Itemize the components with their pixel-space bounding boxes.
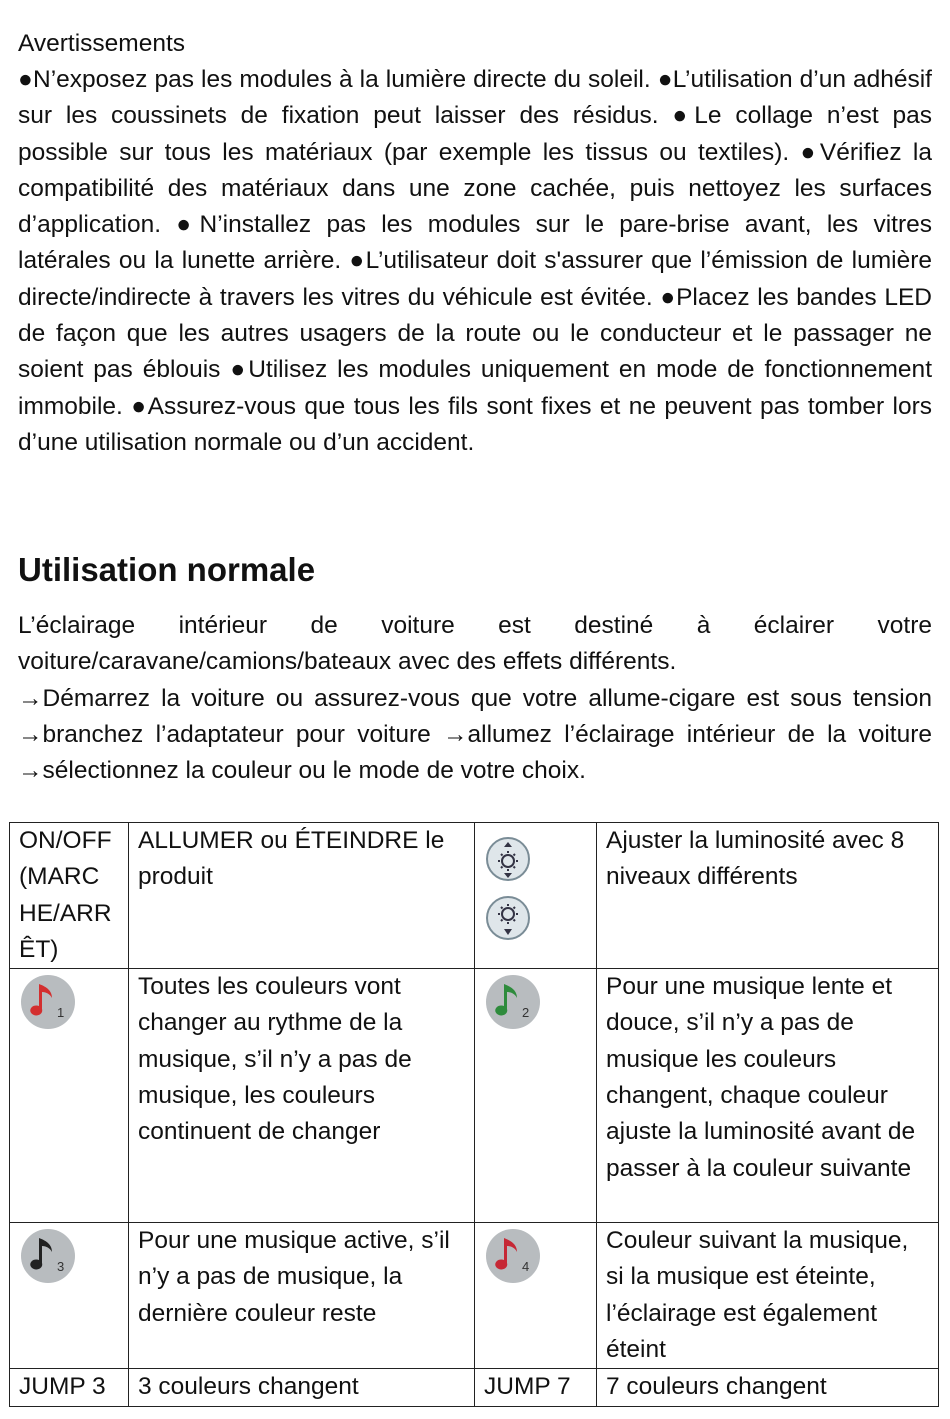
music-mode-2-icon bbox=[484, 973, 542, 1031]
section-heading: Utilisation normale bbox=[18, 551, 316, 588]
table-cell-description: Pour une musique active, s’il n’y a pas de musique, la dernière couleur reste bbox=[129, 1223, 475, 1369]
warnings-title: Avertissements bbox=[18, 30, 186, 57]
music-mode-3-icon bbox=[19, 1227, 77, 1285]
table-cell-description: Toutes les couleurs vont changer au rythme de la musique, s’il n’y a pas de musique, les couleurs continuent de changer bbox=[129, 969, 475, 1223]
table-cell-icon bbox=[475, 1223, 597, 1369]
document-page bbox=[18, 26, 932, 785]
usage-steps: →Démarrez la voiture ou assurez-vous que votre allume-cigare est sous tension →branchez l’adaptateur pour voiture →allumez l’éclairage intérieur de la voiture →sélectionnez la couleur ou le mode de votre choix. bbox=[18, 684, 932, 785]
table-cell-description: 7 couleurs changent bbox=[597, 1369, 939, 1407]
table-row bbox=[10, 1369, 939, 1407]
table-cell-key: JUMP 7 bbox=[475, 1369, 597, 1407]
warnings-text: ●N’exposez pas les modules à la lumière directe du soleil. ●L’utilisation d’un adhésif sur les coussinets de fixation peut laisser des résidus. ●Le collage n’est pas possible sur tous les matériaux (par exemple les tissus ou textiles). ●Vérifiez la compatibilité des matériaux dans une zone cachée, puis nettoyez les surfaces d’application. ●N’installez pas les modules sur le pare-brise avant, les vitres latérales ou la lunette arrière. ●L’utilisateur doit s'assurer que l’émission de lumière directe/indirecte à travers les vitres du véhicule est évitée. ●Placez les bandes LED de façon que les autres usagers de la route ou le conducteur et le passager ne soient pas éblouis ●Utilisez les modules uniquement en mode de fonctionnement immobile. ●Assurez-vous que tous les fils sont fixes et ne peuvent pas tomber lors d’une utilisation normale ou d’un accident. bbox=[18, 66, 932, 456]
svg-text:2: 2 bbox=[522, 1005, 530, 1021]
usage-section bbox=[18, 608, 932, 789]
svg-text:3: 3 bbox=[57, 1259, 65, 1275]
table-cell-icon bbox=[10, 1223, 129, 1369]
table-cell-key: JUMP 3 bbox=[10, 1369, 129, 1407]
svg-text:4: 4 bbox=[522, 1259, 530, 1275]
table-cell-key: ON/OFF (MARC HE/ARR ÊT) bbox=[10, 823, 129, 969]
table-cell-icon bbox=[475, 969, 597, 1223]
table-cell-description: Couleur suivant la musique, si la musique est éteinte, l’éclairage est également éteint bbox=[597, 1223, 939, 1369]
table-row bbox=[10, 1223, 939, 1369]
brightness-up-down-icon bbox=[484, 835, 587, 954]
table-row bbox=[10, 969, 939, 1223]
function-table bbox=[9, 822, 939, 1407]
music-mode-1-icon bbox=[19, 973, 77, 1031]
usage-intro: L’éclairage intérieur de voiture est destiné à éclairer votre voiture/caravane/camions/bateaux avec des effets différents. bbox=[18, 612, 932, 676]
table-cell-description: Ajuster la luminosité avec 8 niveaux différents bbox=[597, 823, 939, 969]
table-cell-description: 3 couleurs changent bbox=[129, 1369, 475, 1407]
table-cell-description: ALLUMER ou ÉTEINDRE le produit bbox=[129, 823, 475, 969]
table-row bbox=[10, 823, 939, 969]
svg-text:1: 1 bbox=[57, 1005, 65, 1021]
table-cell-icon bbox=[475, 823, 597, 969]
table-cell-icon bbox=[10, 969, 129, 1223]
music-mode-4-icon bbox=[484, 1227, 542, 1285]
table-cell-description: Pour une musique lente et douce, s’il n’y a pas de musique les couleurs changent, chaque couleur ajuste la luminosité avant de passer à la couleur suivante bbox=[597, 969, 939, 1223]
